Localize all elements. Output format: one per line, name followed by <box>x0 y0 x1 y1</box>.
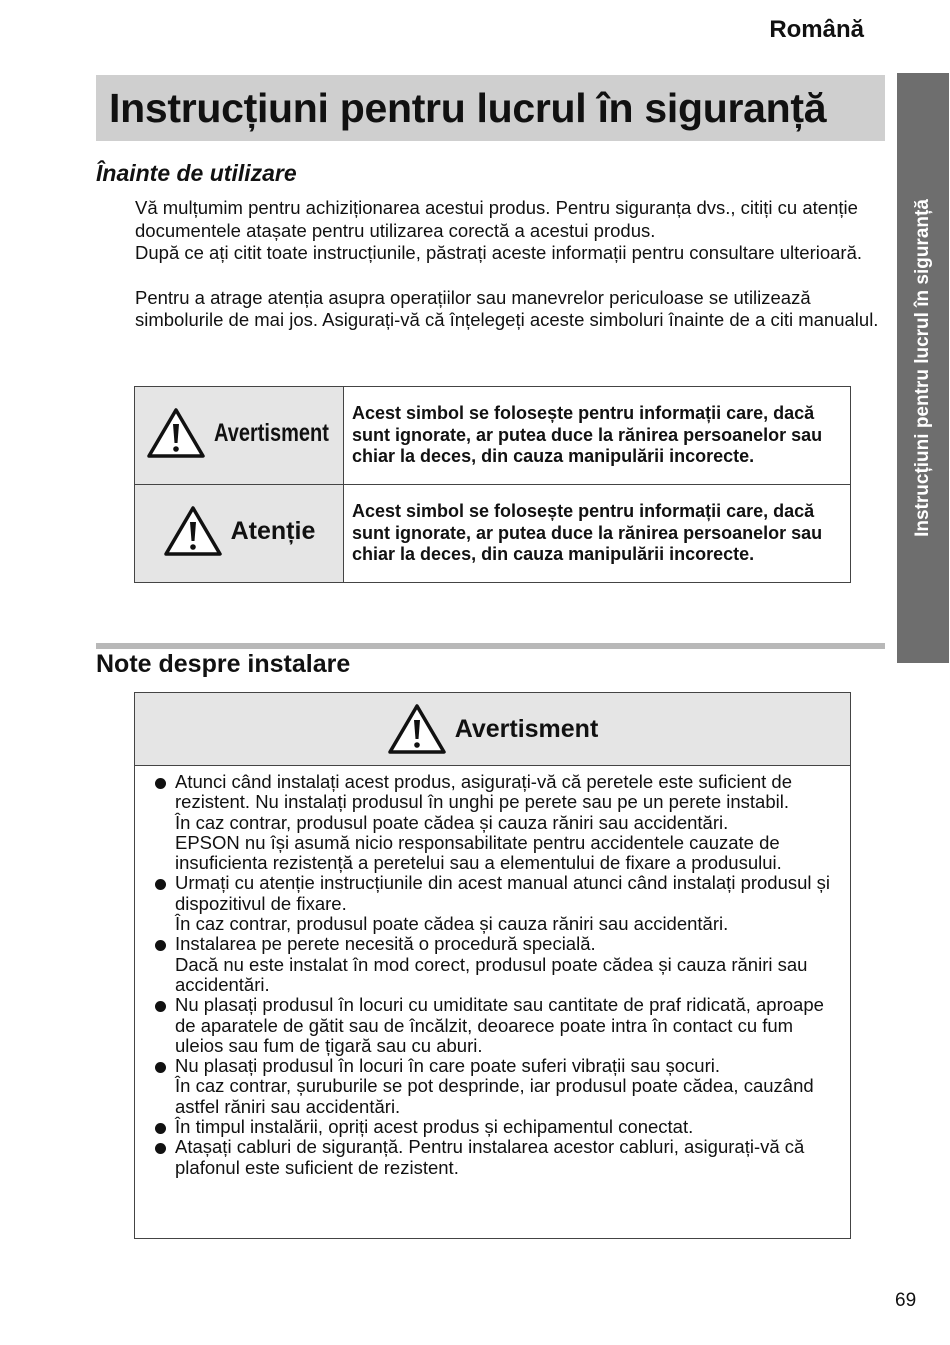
symbol-label: Avertisment <box>214 418 329 447</box>
symbol-description: Acest simbol se folosește pentru informații care, dacă sunt ignorate, ar putea duce la rănirea persoanelor sau chiar la deces, din cauza manipulării incorecte. <box>344 387 851 485</box>
warning-text: Instalarea pe perete necesită o procedură specială. <box>175 933 596 955</box>
bullet-icon <box>155 1062 166 1073</box>
warning-text: Nu plasați produsul în locuri în care poate suferi vibrații sau șocuri. <box>175 1055 720 1077</box>
warning-item <box>135 1056 850 1117</box>
side-tab-label: Instrucțiuni pentru lucrul în siguranță <box>912 199 933 537</box>
symbol-cell <box>135 485 344 583</box>
warning-triangle-icon <box>387 703 447 755</box>
warning-header <box>135 693 850 766</box>
bullet-icon <box>155 1123 166 1134</box>
symbol-description: Acest simbol se folosește pentru informații care, dacă sunt ignorate, ar putea duce la rănirea persoanelor sau chiar la deces, din cauza manipulării incorecte. <box>344 485 851 583</box>
page-title: Instrucțiuni pentru lucrul în siguranță <box>109 84 827 131</box>
symbol-row <box>135 485 851 583</box>
warning-item <box>135 1137 850 1178</box>
warning-text: În caz contrar, șuruburile se pot desprinde, iar produsul poate cădea, cauzând astfel răniri sau accidentări. <box>175 1075 814 1117</box>
bullet-icon <box>155 778 166 789</box>
warning-text: EPSON nu își asumă nicio responsabilitate pentru accidentele cauzate de insuficienta rezistență a peretelui sau a elementului de fixare a produsului. <box>175 831 782 874</box>
warning-text: În caz contrar, produsul poate cădea și cauza răniri sau accidentări. <box>175 913 729 935</box>
warning-text: Atașați cabluri de siguranță. Pentru instalarea acestor cabluri, asigurați-vă că plafonul este suficient de rezistent. <box>175 1136 805 1178</box>
bullet-icon <box>155 1001 166 1012</box>
page-number: 69 <box>895 1290 917 1311</box>
warning-triangle-icon <box>163 505 223 557</box>
language-label: Română <box>769 16 864 43</box>
warning-text: Nu plasați produsul în locuri cu umiditate sau cantitate de praf ridicată, aproape de aparatele de gătit sau de încălzit, deoarece poate intra în contact cu fum uleios sau fum de țigară sau cu aburi. <box>175 994 824 1056</box>
warning-text: În timpul instalării, opriți acest produs și echipamentul conectat. <box>175 1116 694 1138</box>
warning-item <box>135 1117 850 1137</box>
warning-list <box>135 766 850 1178</box>
warning-text: Urmați cu atenție instrucțiunile din acest manual atunci când instalați produsul și dispozitivul de fixare. <box>175 872 831 914</box>
warning-text: Atunci când instalați acest produs, asigurați-vă că peretele este suficient de rezistent. Nu instalați produsul în unghi pe perete sau pe un perete instabil. <box>175 771 793 813</box>
section-divider <box>96 643 885 649</box>
intro-paragraph: Pentru a atrage atenția asupra operațiilor sau manevrelor periculoase se utilizează simbolurile de mai jos. Asigurați-vă că înțelegeți aceste simboluri înainte de a citi manualul. <box>135 286 879 330</box>
intro-text <box>135 197 885 332</box>
symbol-table <box>134 386 851 583</box>
warning-label: Avertisment <box>454 714 599 743</box>
page-title-bar <box>96 75 885 141</box>
bullet-icon <box>155 879 166 890</box>
installation-heading: Note despre instalare <box>96 650 351 678</box>
warning-item <box>135 772 850 873</box>
side-tab <box>897 73 949 663</box>
symbol-cell <box>135 387 344 485</box>
warning-item <box>135 934 850 995</box>
warning-text: În caz contrar, produsul poate cădea și cauza răniri sau accidentări. <box>175 811 729 833</box>
before-use-heading: Înainte de utilizare <box>96 160 297 186</box>
symbol-label: Atenție <box>230 516 316 545</box>
intro-paragraph: Vă mulțumim pentru achiziționarea acestui produs. Pentru siguranța dvs., citiți cu atenție documentele atașate pentru utilizarea corectă a acestui produs. <box>135 197 858 241</box>
warning-item <box>135 873 850 934</box>
warning-text: Dacă nu este instalat în mod corect, produsul poate cădea și cauza răniri sau accidentări. <box>175 953 808 995</box>
installation-warning-box <box>134 692 851 1239</box>
bullet-icon <box>155 1143 166 1154</box>
warning-triangle-icon <box>146 407 206 459</box>
intro-paragraph: După ce ați citit toate instrucțiunile, păstrați aceste informații pentru consultare ulterioară. <box>135 242 863 263</box>
bullet-icon <box>155 940 166 951</box>
warning-item <box>135 995 850 1056</box>
symbol-row <box>135 387 851 485</box>
